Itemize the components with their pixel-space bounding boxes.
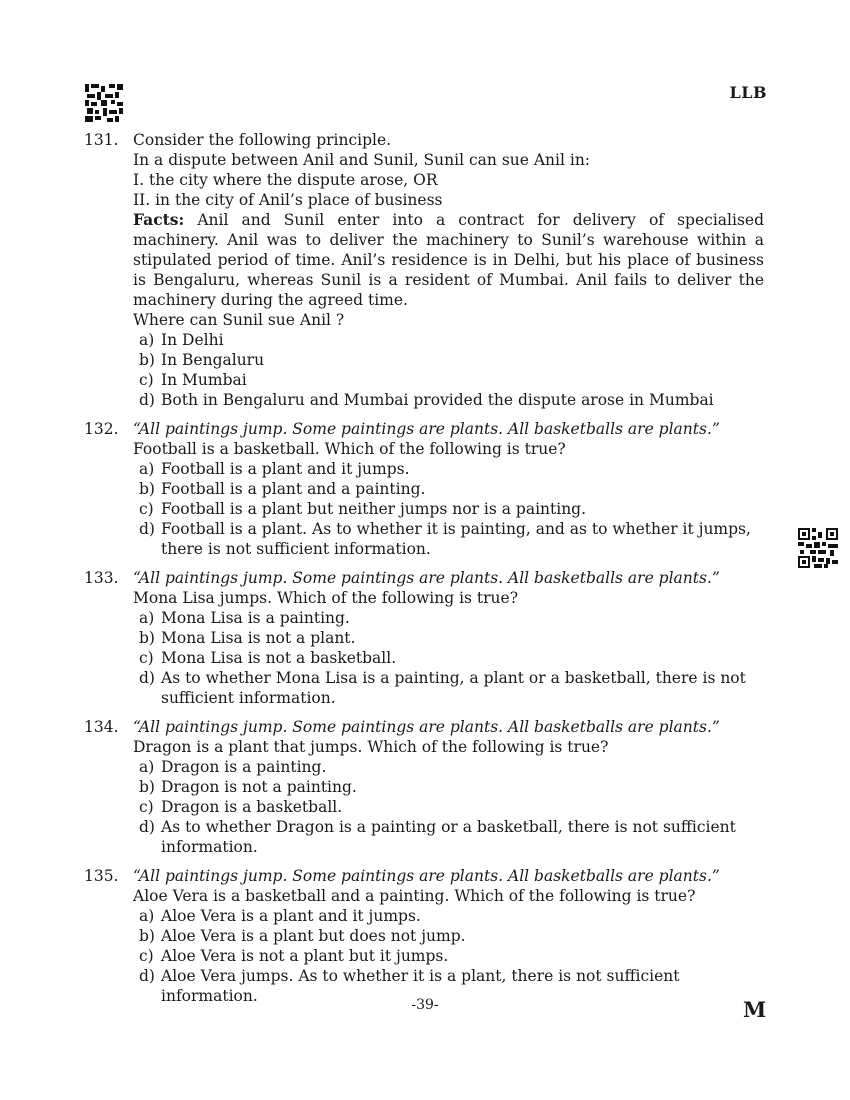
option-a xyxy=(139,757,764,777)
option-text: Football is a plant but neither jumps nor is a painting. xyxy=(161,500,587,518)
option-text: Football is a plant and it jumps. xyxy=(161,460,410,478)
option-label: c) xyxy=(139,947,154,965)
exam-code: LLB xyxy=(729,83,767,102)
question-body xyxy=(133,866,764,1006)
option-label: c) xyxy=(139,649,154,667)
question-132 xyxy=(84,419,764,559)
option-text: Football is a plant and a painting. xyxy=(161,480,426,498)
principle-line: In a dispute between Anil and Sunil, Sunil can sue Anil in: xyxy=(133,151,591,169)
qr-code-icon xyxy=(798,528,838,568)
option-text: In Delhi xyxy=(161,331,224,349)
principle-line: II. in the city of Anil’s place of business xyxy=(133,191,443,209)
option-label: d) xyxy=(139,818,155,836)
option-a xyxy=(139,906,764,926)
question-body xyxy=(133,419,764,559)
question-text: Where can Sunil sue Anil ? xyxy=(133,311,345,329)
options-list xyxy=(139,330,764,410)
options-list xyxy=(139,459,764,559)
options-list xyxy=(139,608,764,708)
question-text: Football is a basketball. Which of the following is true? xyxy=(133,440,566,458)
option-a xyxy=(139,459,764,479)
option-text: Aloe Vera is a plant and it jumps. xyxy=(161,907,421,925)
option-b xyxy=(139,479,764,499)
question-number: 134. xyxy=(84,718,119,736)
question-text: Mona Lisa jumps. Which of the following is true? xyxy=(133,589,519,607)
option-text: In Bengaluru xyxy=(161,351,265,369)
question-number: 132. xyxy=(84,420,119,438)
option-a xyxy=(139,608,764,628)
question-body xyxy=(133,130,764,410)
facts-label: Facts: xyxy=(133,210,185,229)
option-b xyxy=(139,926,764,946)
option-c xyxy=(139,499,764,519)
option-text: Mona Lisa is not a plant. xyxy=(161,629,356,647)
option-c xyxy=(139,946,764,966)
option-a xyxy=(139,330,764,350)
premise-text: “All paintings jump. Some paintings are plants. All basketballs are plants.” xyxy=(133,420,720,438)
options-list xyxy=(139,906,764,1006)
option-label: a) xyxy=(139,460,155,478)
option-text: As to whether Dragon is a painting or a basketball, there is not sufficient information. xyxy=(161,818,736,856)
premise-text: “All paintings jump. Some paintings are plants. All basketballs are plants.” xyxy=(133,569,720,587)
option-label: d) xyxy=(139,669,155,687)
option-text: As to whether Mona Lisa is a painting, a plant or a basketball, there is not sufficient information. xyxy=(161,669,746,707)
page-number: -39- xyxy=(411,997,439,1013)
option-label: b) xyxy=(139,351,155,369)
facts-paragraph xyxy=(133,210,764,310)
option-d xyxy=(139,390,764,410)
option-b xyxy=(139,350,764,370)
option-text: Aloe Vera is not a plant but it jumps. xyxy=(161,947,449,965)
principle-line: Consider the following principle. xyxy=(133,131,392,149)
option-text: In Mumbai xyxy=(161,371,247,389)
option-d xyxy=(139,519,764,559)
option-text: Aloe Vera jumps. As to whether it is a plant, there is not sufficient information. xyxy=(161,967,680,1005)
option-c xyxy=(139,648,764,668)
option-text: Football is a plant. As to whether it is painting, and as to whether it jumps, there is not sufficient information. xyxy=(161,520,751,558)
option-label: b) xyxy=(139,778,155,796)
question-number: 133. xyxy=(84,569,119,587)
premise-text: “All paintings jump. Some paintings are plants. All basketballs are plants.” xyxy=(133,867,720,885)
set-code: M xyxy=(743,997,767,1022)
option-label: d) xyxy=(139,520,155,538)
option-label: a) xyxy=(139,907,155,925)
option-text: Dragon is a painting. xyxy=(161,758,327,776)
question-131 xyxy=(84,130,764,410)
option-b xyxy=(139,628,764,648)
principle-line: I. the city where the dispute arose, OR xyxy=(133,171,438,189)
question-133 xyxy=(84,568,764,708)
option-label: d) xyxy=(139,391,155,409)
option-c xyxy=(139,797,764,817)
option-label: d) xyxy=(139,967,155,985)
option-text: Dragon is not a painting. xyxy=(161,778,357,796)
option-label: b) xyxy=(139,480,155,498)
option-d xyxy=(139,817,764,857)
option-label: b) xyxy=(139,927,155,945)
option-text: Mona Lisa is a painting. xyxy=(161,609,350,627)
option-d xyxy=(139,668,764,708)
qr-code-icon xyxy=(85,84,123,122)
option-text: Dragon is a basketball. xyxy=(161,798,343,816)
option-label: c) xyxy=(139,371,154,389)
option-label: a) xyxy=(139,758,155,776)
question-text: Dragon is a plant that jumps. Which of the following is true? xyxy=(133,738,609,756)
question-134 xyxy=(84,717,764,857)
option-label: c) xyxy=(139,500,154,518)
question-body xyxy=(133,568,764,708)
question-number: 135. xyxy=(84,867,119,885)
option-b xyxy=(139,777,764,797)
option-label: a) xyxy=(139,331,155,349)
option-text: Aloe Vera is a plant but does not jump. xyxy=(161,927,466,945)
premise-text: “All paintings jump. Some paintings are plants. All basketballs are plants.” xyxy=(133,718,720,736)
option-text: Both in Bengaluru and Mumbai provided the dispute arose in Mumbai xyxy=(161,391,714,409)
option-label: c) xyxy=(139,798,154,816)
option-text: Mona Lisa is not a basketball. xyxy=(161,649,397,667)
question-135 xyxy=(84,866,764,1006)
option-c xyxy=(139,370,764,390)
option-label: a) xyxy=(139,609,155,627)
options-list xyxy=(139,757,764,857)
question-text: Aloe Vera is a basketball and a painting. Which of the following is true? xyxy=(133,887,696,905)
question-number: 131. xyxy=(84,131,119,149)
question-body xyxy=(133,717,764,857)
facts-text: Anil and Sunil enter into a contract for delivery of specialised machinery. Anil was to deliver the machinery to Sunil’s warehouse within a stipulated period of time. Anil’s residence is in Delhi, but his place of business is Bengaluru, whereas Sunil is a resident of Mumbai. Anil fails to deliver the machinery during the agreed time. xyxy=(133,211,764,309)
option-label: b) xyxy=(139,629,155,647)
